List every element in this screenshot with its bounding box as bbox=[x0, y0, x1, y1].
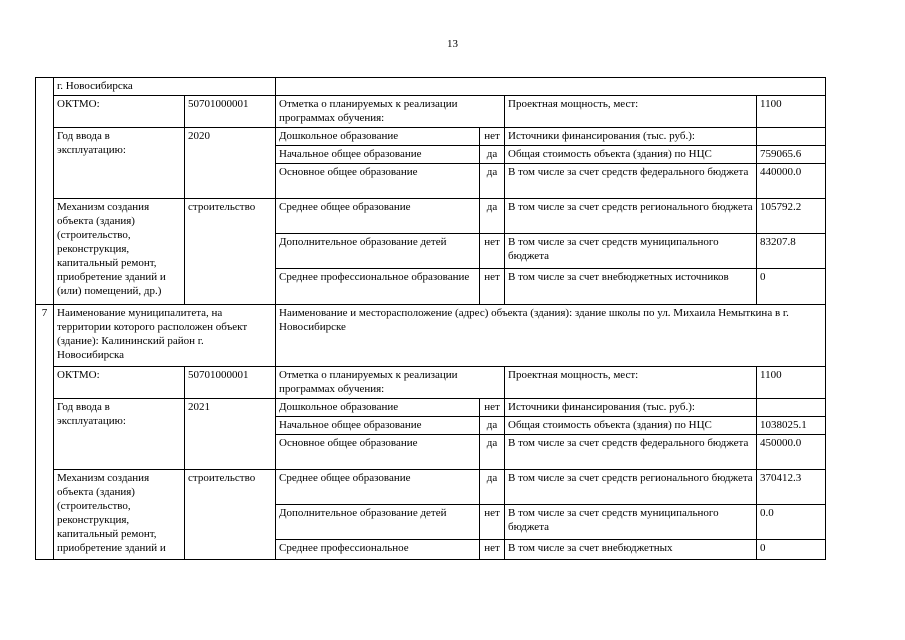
mechanism-label: Механизм создания объекта (здания) (строительство, реконструкция, капитальный ремонт, приобретение зданий и bbox=[54, 470, 185, 560]
funding-value: 440000.0 bbox=[757, 164, 826, 199]
program-name: Среднее общее образование bbox=[276, 470, 480, 505]
oktmo-label: ОКТМО: bbox=[54, 96, 185, 128]
capacity-label: Проектная мощность, мест: bbox=[505, 367, 757, 399]
funding-value: 370412.3 bbox=[757, 470, 826, 505]
oktmo-row bbox=[36, 367, 826, 399]
program-mark: нет bbox=[480, 540, 505, 560]
program-mark: да bbox=[480, 164, 505, 199]
program-name: Начальное общее образование bbox=[276, 417, 480, 435]
funding-label: Общая стоимость объекта (здания) по НЦС bbox=[505, 417, 757, 435]
funding-label: В том числе за счет средств муниципального бюджета bbox=[505, 234, 757, 269]
program-mark: да bbox=[480, 199, 505, 234]
oktmo-label: ОКТМО: bbox=[54, 367, 185, 399]
year-label: Год ввода в эксплуатацию: bbox=[54, 128, 185, 199]
program-name: Среднее общее образование bbox=[276, 199, 480, 234]
program-mark: нет bbox=[480, 128, 505, 146]
oktmo-value: 50701000001 bbox=[185, 96, 276, 128]
oktmo-row bbox=[36, 96, 826, 128]
funding-label: Общая стоимость объекта (здания) по НЦС bbox=[505, 146, 757, 164]
program-mark: да bbox=[480, 435, 505, 470]
program-mark: нет bbox=[480, 234, 505, 269]
funding-value: 450000.0 bbox=[757, 435, 826, 470]
funding-value: 759065.6 bbox=[757, 146, 826, 164]
funding-value bbox=[757, 399, 826, 417]
municipality-cell: г. Новосибирска bbox=[54, 78, 276, 96]
program-name: Дошкольное образование bbox=[276, 128, 480, 146]
funding-value: 83207.8 bbox=[757, 234, 826, 269]
block-header-row bbox=[36, 78, 826, 96]
page-number: 13 bbox=[447, 38, 458, 50]
capacity-label: Проектная мощность, мест: bbox=[505, 96, 757, 128]
funding-label: В том числе за счет средств федерального бюджета bbox=[505, 164, 757, 199]
municipality-cell: Наименование муниципалитета, на территории которого расположен объект (здание): Калининский район г. Новосибирска bbox=[54, 305, 276, 367]
object-address-cell bbox=[276, 78, 826, 96]
object-table bbox=[35, 77, 826, 560]
funding-value: 0 bbox=[757, 540, 826, 560]
program-name: Среднее профессиональное образование bbox=[276, 269, 480, 305]
program-row bbox=[36, 199, 826, 234]
block-header-row bbox=[36, 305, 826, 367]
funding-label: Источники финансирования (тыс. руб.): bbox=[505, 399, 757, 417]
program-name: Основное общее образование bbox=[276, 164, 480, 199]
funding-value: 0 bbox=[757, 269, 826, 305]
row-number bbox=[36, 78, 54, 305]
funding-label: В том числе за счет средств муниципального бюджета bbox=[505, 505, 757, 540]
program-name: Среднее профессиональное bbox=[276, 540, 480, 560]
funding-label: В том числе за счет внебюджетных источников bbox=[505, 269, 757, 305]
mechanism-label: Механизм создания объекта (здания) (строительство, реконструкция, капитальный ремонт, приобретение зданий и (или) помещений, др.) bbox=[54, 199, 185, 305]
row-number: 7 bbox=[36, 305, 54, 560]
capacity-value: 1100 bbox=[757, 367, 826, 399]
capacity-value: 1100 bbox=[757, 96, 826, 128]
program-row bbox=[36, 399, 826, 417]
year-value: 2021 bbox=[185, 399, 276, 470]
funding-value bbox=[757, 128, 826, 146]
program-mark: нет bbox=[480, 399, 505, 417]
mechanism-value: строительство bbox=[185, 199, 276, 305]
program-mark: нет bbox=[480, 269, 505, 305]
program-name: Дошкольное образование bbox=[276, 399, 480, 417]
program-row bbox=[36, 470, 826, 505]
year-value: 2020 bbox=[185, 128, 276, 199]
funding-label: В том числе за счет средств регионального бюджета bbox=[505, 199, 757, 234]
program-name: Начальное общее образование bbox=[276, 146, 480, 164]
funding-value: 1038025.1 bbox=[757, 417, 826, 435]
year-label: Год ввода в эксплуатацию: bbox=[54, 399, 185, 470]
funding-value: 105792.2 bbox=[757, 199, 826, 234]
program-name: Дополнительное образование детей bbox=[276, 234, 480, 269]
funding-label: В том числе за счет внебюджетных bbox=[505, 540, 757, 560]
funding-label: Источники финансирования (тыс. руб.): bbox=[505, 128, 757, 146]
oktmo-value: 50701000001 bbox=[185, 367, 276, 399]
program-name: Основное общее образование bbox=[276, 435, 480, 470]
program-name: Дополнительное образование детей bbox=[276, 505, 480, 540]
object-address-cell: Наименование и месторасположение (адрес) объекта (здания): здание школы по ул. Михаила Немыткина в г. Новосибирске bbox=[276, 305, 826, 367]
program-mark: нет bbox=[480, 505, 505, 540]
program-mark: да bbox=[480, 417, 505, 435]
programs-label: Отметка о планируемых к реализации программах обучения: bbox=[276, 367, 505, 399]
program-mark: да bbox=[480, 470, 505, 505]
mechanism-value: строительство bbox=[185, 470, 276, 560]
program-row bbox=[36, 128, 826, 146]
funding-label: В том числе за счет средств федерального бюджета bbox=[505, 435, 757, 470]
funding-label: В том числе за счет средств регионального бюджета bbox=[505, 470, 757, 505]
funding-value: 0.0 bbox=[757, 505, 826, 540]
programs-label: Отметка о планируемых к реализации программах обучения: bbox=[276, 96, 505, 128]
program-mark: да bbox=[480, 146, 505, 164]
